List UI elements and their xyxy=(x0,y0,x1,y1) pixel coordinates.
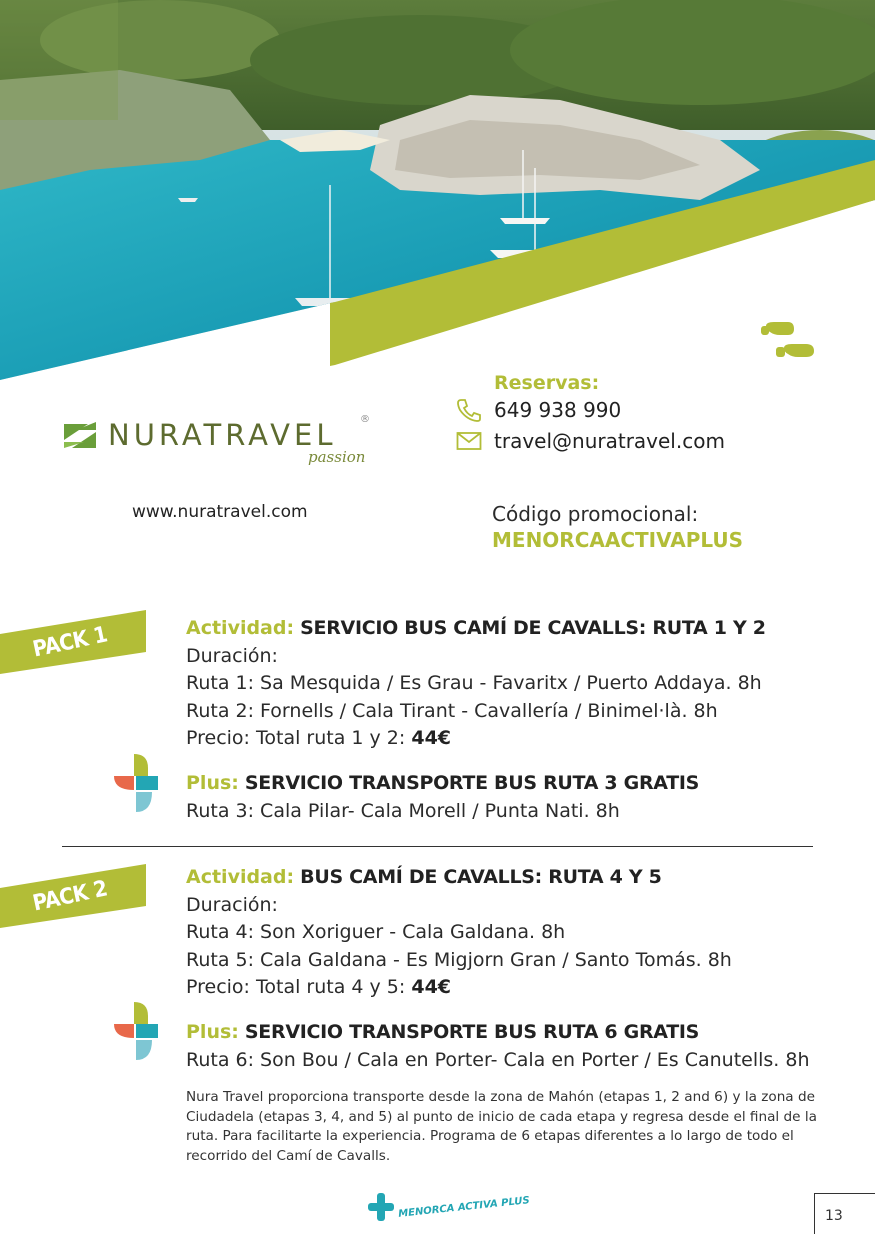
brand-tagline: passion xyxy=(308,448,366,466)
page-number-box xyxy=(814,1193,875,1234)
activity-title: BUS CAMÍ DE CAVALLS: RUTA 4 Y 5 xyxy=(300,866,662,888)
plus-title: SERVICIO TRANSPORTE BUS RUTA 6 GRATIS xyxy=(244,1021,700,1043)
pack-1-details xyxy=(186,615,766,753)
brand-name: NURATRAVEL xyxy=(108,418,337,452)
page-number: 13 xyxy=(825,1208,843,1224)
pack-2-plus xyxy=(186,1019,810,1074)
promo-code-block xyxy=(492,502,743,552)
reservations-contact xyxy=(456,372,725,456)
pack-1-plus xyxy=(186,770,699,825)
price-label: Precio: Total ruta 1 y 2: xyxy=(186,727,412,749)
registered-mark: ® xyxy=(360,414,370,425)
website-link[interactable]: www.nuratravel.com xyxy=(132,502,308,522)
promo-code-label: Código promocional: xyxy=(492,502,699,526)
email-address[interactable]: travel@nuratravel.com xyxy=(494,428,725,453)
pack-2-details xyxy=(186,864,732,1002)
plus-cross-icon xyxy=(114,754,158,812)
hero-cove-photo xyxy=(0,0,875,390)
transport-note: Nura Travel proporciona transporte desde la zona de Mahón (etapas 1, 2 and 6) y la zona de Ciudadela (etapas 3, 4, and 5) al punto de inicio de cada etapa y regresa desde el final de la ruta. Para facilitarte la experiencia. Programa de 6 etapas diferentes a lo largo de todo el recorrido del Camí de Cavalls. xyxy=(186,1089,817,1164)
pack-1-badge-label: PACK 1 xyxy=(30,621,110,663)
plus-label: Plus: xyxy=(186,772,239,794)
pack-1-badge xyxy=(0,608,160,678)
phone-number[interactable]: 649 938 990 xyxy=(494,397,622,422)
menorca-activa-plus-logo xyxy=(368,1193,530,1221)
plus-cross-icon xyxy=(368,1193,394,1221)
footer-brand: MENORCA ACTIVA PLUS xyxy=(397,1194,531,1220)
plus-route: Ruta 6: Son Bou / Cala en Porter- Cala en Porter / Es Canutells. 8h xyxy=(186,1048,810,1071)
promo-code-value: MENORCAACTIVAPLUS xyxy=(492,528,744,552)
route-line: Ruta 2: Fornells / Cala Tirant - Cavallería / Binimel·là. 8h xyxy=(186,699,718,722)
price-value: 44€ xyxy=(411,727,452,749)
footsteps-icon xyxy=(760,322,816,362)
nuratravel-leaf-icon xyxy=(62,420,98,450)
nuratravel-logo xyxy=(62,414,370,466)
plus-route: Ruta 3: Cala Pilar- Cala Morell / Punta Nati. 8h xyxy=(186,799,620,822)
phone-row[interactable] xyxy=(456,394,725,425)
activity-label: Actividad: xyxy=(186,866,295,888)
plus-label: Plus: xyxy=(186,1021,239,1043)
price-value: 44€ xyxy=(411,976,452,998)
route-line: Ruta 4: Son Xoriguer - Cala Galdana. 8h xyxy=(186,921,566,943)
plus-cross-icon xyxy=(114,1002,158,1060)
activity-label: Actividad: xyxy=(186,617,295,639)
envelope-icon xyxy=(456,431,494,451)
section-divider xyxy=(62,846,813,847)
activity-title: SERVICIO BUS CAMÍ DE CAVALLS: RUTA 1 Y 2 xyxy=(300,617,766,639)
duration-label: Duración: xyxy=(186,644,278,667)
route-line: Ruta 5: Cala Galdana - Es Migjorn Gran / Santo Tomás. 8h xyxy=(186,948,732,971)
reservations-heading: Reservas: xyxy=(494,372,600,394)
email-row[interactable] xyxy=(456,425,725,456)
pack-2-badge xyxy=(0,862,160,932)
plus-title: SERVICIO TRANSPORTE BUS RUTA 3 GRATIS xyxy=(244,772,700,794)
duration-label: Duración: xyxy=(186,893,278,916)
phone-icon xyxy=(456,398,494,422)
pack-2-badge-label: PACK 2 xyxy=(30,875,110,917)
price-label: Precio: Total ruta 4 y 5: xyxy=(186,976,412,998)
route-line: Ruta 1: Sa Mesquida / Es Grau - Favaritx / Puerto Addaya. 8h xyxy=(186,672,762,694)
